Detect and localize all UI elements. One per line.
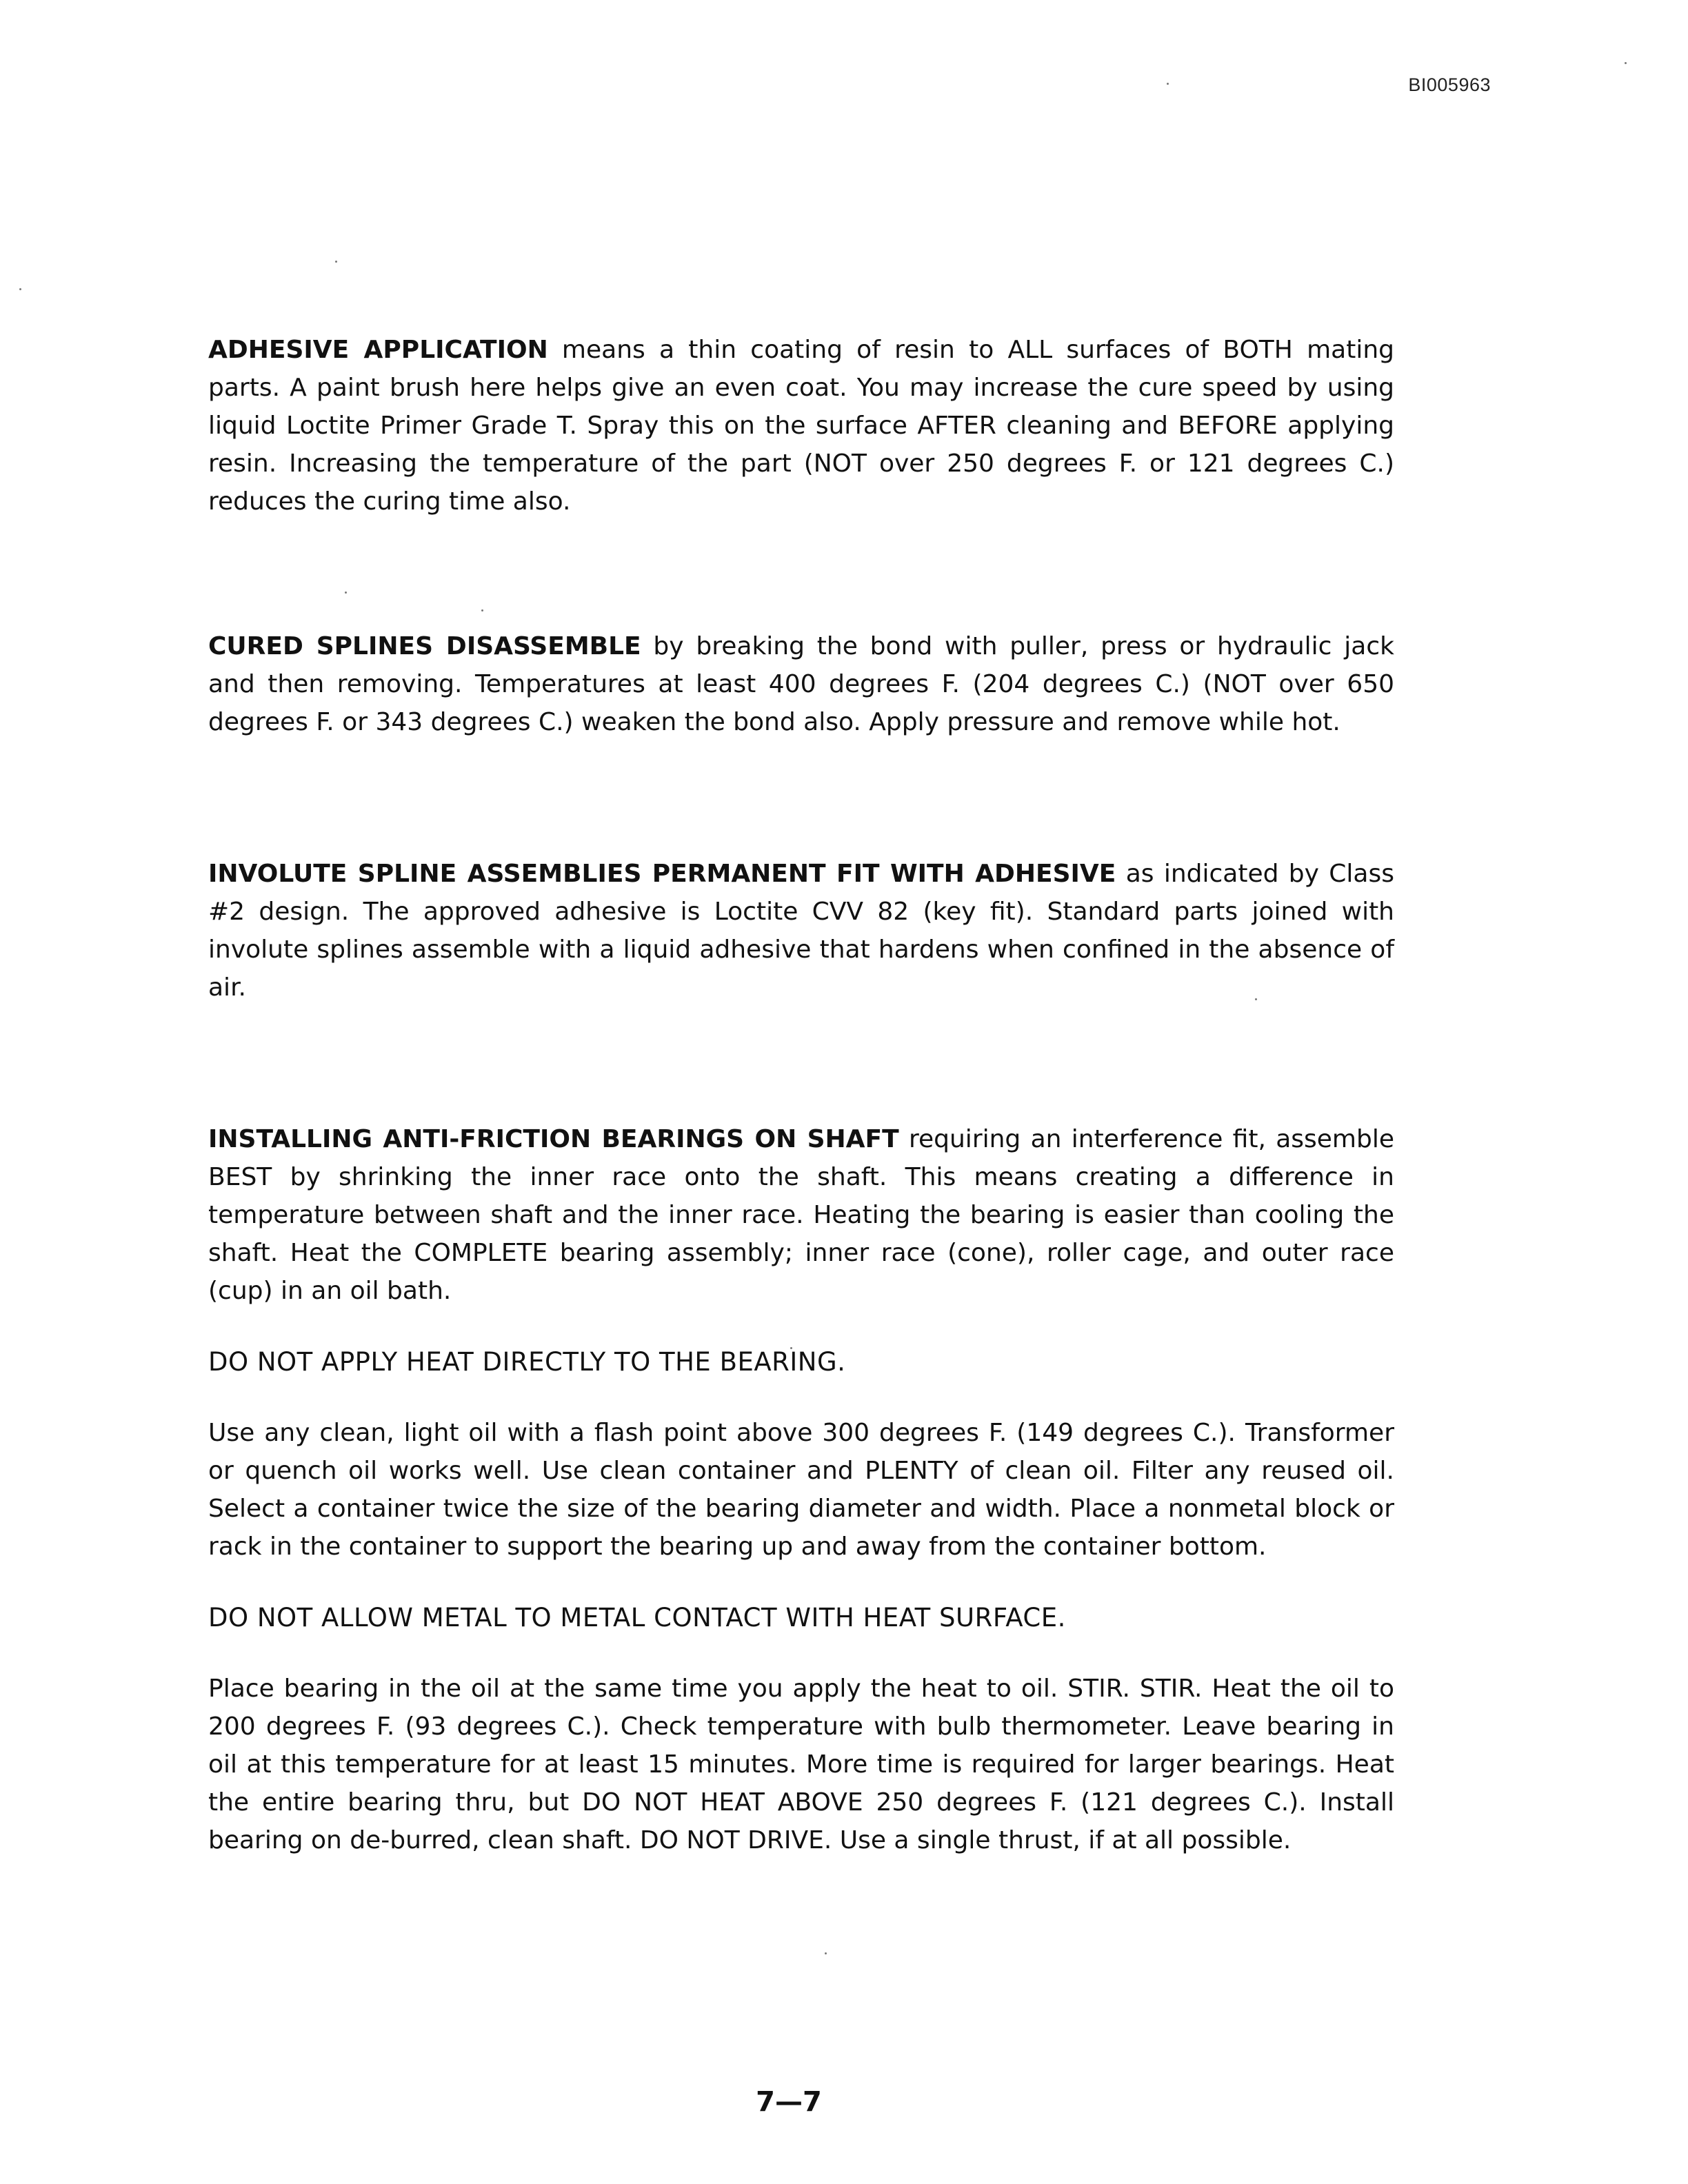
scan-speck [19, 288, 21, 290]
section-text: by breaking the bond with puller, press or hydraulic jack and then removing. Temperatures at least 400 degrees F. (204 degrees C.) (NOT over 650 degrees F. or 343 degrees C.) weaken the bond also. Apply pressure and remove while hot. [208, 632, 1394, 736]
contact-warning-notice: DO NOT ALLOW METAL TO METAL CONTACT WITH HEAT SURFACE. [208, 1603, 1066, 1632]
section-heading: INVOLUTE SPLINE ASSEMBLIES PERMANENT FIT WITH ADHESIVE [208, 860, 1116, 888]
scan-speck [335, 261, 337, 263]
page-number: 7—7 [756, 2086, 822, 2118]
section-text: requiring an interference fit, assemble BEST by shrinking the inner race onto the shaft. This means creating a difference in temperature between shaft and the inner race. Heating the bearing is easier than cooling the shaft. Heat the COMPLETE bearing assembly; inner race (cone), roller cage, and outer race (cup) in an oil bath. [208, 1125, 1394, 1305]
section-heading: INSTALLING ANTI-FRICTION BEARINGS ON SHAFT [208, 1125, 899, 1153]
scan-speck [1625, 62, 1627, 64]
adhesive-application-paragraph [208, 331, 1394, 520]
document-id: BI005963 [1408, 74, 1491, 95]
section-text: as indicated by Class #2 design. The approved adhesive is Loctite CVV 82 (key fit). Standard parts joined with involute splines assemble with a liquid adhesive that hardens when confined in the absence of air. [208, 860, 1394, 1002]
bearings-paragraph [208, 1120, 1394, 1310]
document-body [208, 331, 1394, 1859]
section-text: means a thin coating of resin to ALL surfaces of BOTH mating parts. A paint brush here helps give an even coat. You may increase the cure speed by using liquid Loctite Primer Grade T. Spray this on the surface AFTER cleaning and BEFORE applying resin. Increasing the temperature of the part (NOT over 250 degrees F. or 121 degrees C.) reduces the curing time also. [208, 336, 1394, 516]
section-heading: CURED SPLINES DISASSEMBLE [208, 632, 641, 660]
placement-paragraph: Place bearing in the oil at the same time you apply the heat to oil. STIR. STIR. Heat the oil to 200 degrees F. (93 degrees C.). Check temperature with bulb thermometer. Leave bearing in oil at this temperature for at least 15 minutes. More time is required for larger bearings. Heat the entire bearing thru, but DO NOT HEAT ABOVE 250 degrees F. (121 degrees C.). Install bearing on de-burred, clean shaft. DO NOT DRIVE. Use a single thrust, if at all possible. [208, 1675, 1394, 1854]
oil-paragraph: Use any clean, light oil with a flash point above 300 degrees F. (149 degrees C.). Transformer or quench oil works well. Use clean container and PLENTY of clean oil. Filter any reused oil. Select a container twice the size of the bearing diameter and width. Place a nonmetal block or rack in the container to support the bearing up and away from the container bottom. [208, 1419, 1394, 1561]
section-heading: ADHESIVE APPLICATION [208, 336, 548, 364]
heat-warning-notice: DO NOT APPLY HEAT DIRECTLY TO THE BEARING. [208, 1347, 846, 1377]
involute-spline-paragraph [208, 855, 1394, 1007]
cured-splines-paragraph [208, 627, 1394, 741]
scan-speck [825, 1952, 827, 1954]
scan-speck [1167, 83, 1169, 85]
